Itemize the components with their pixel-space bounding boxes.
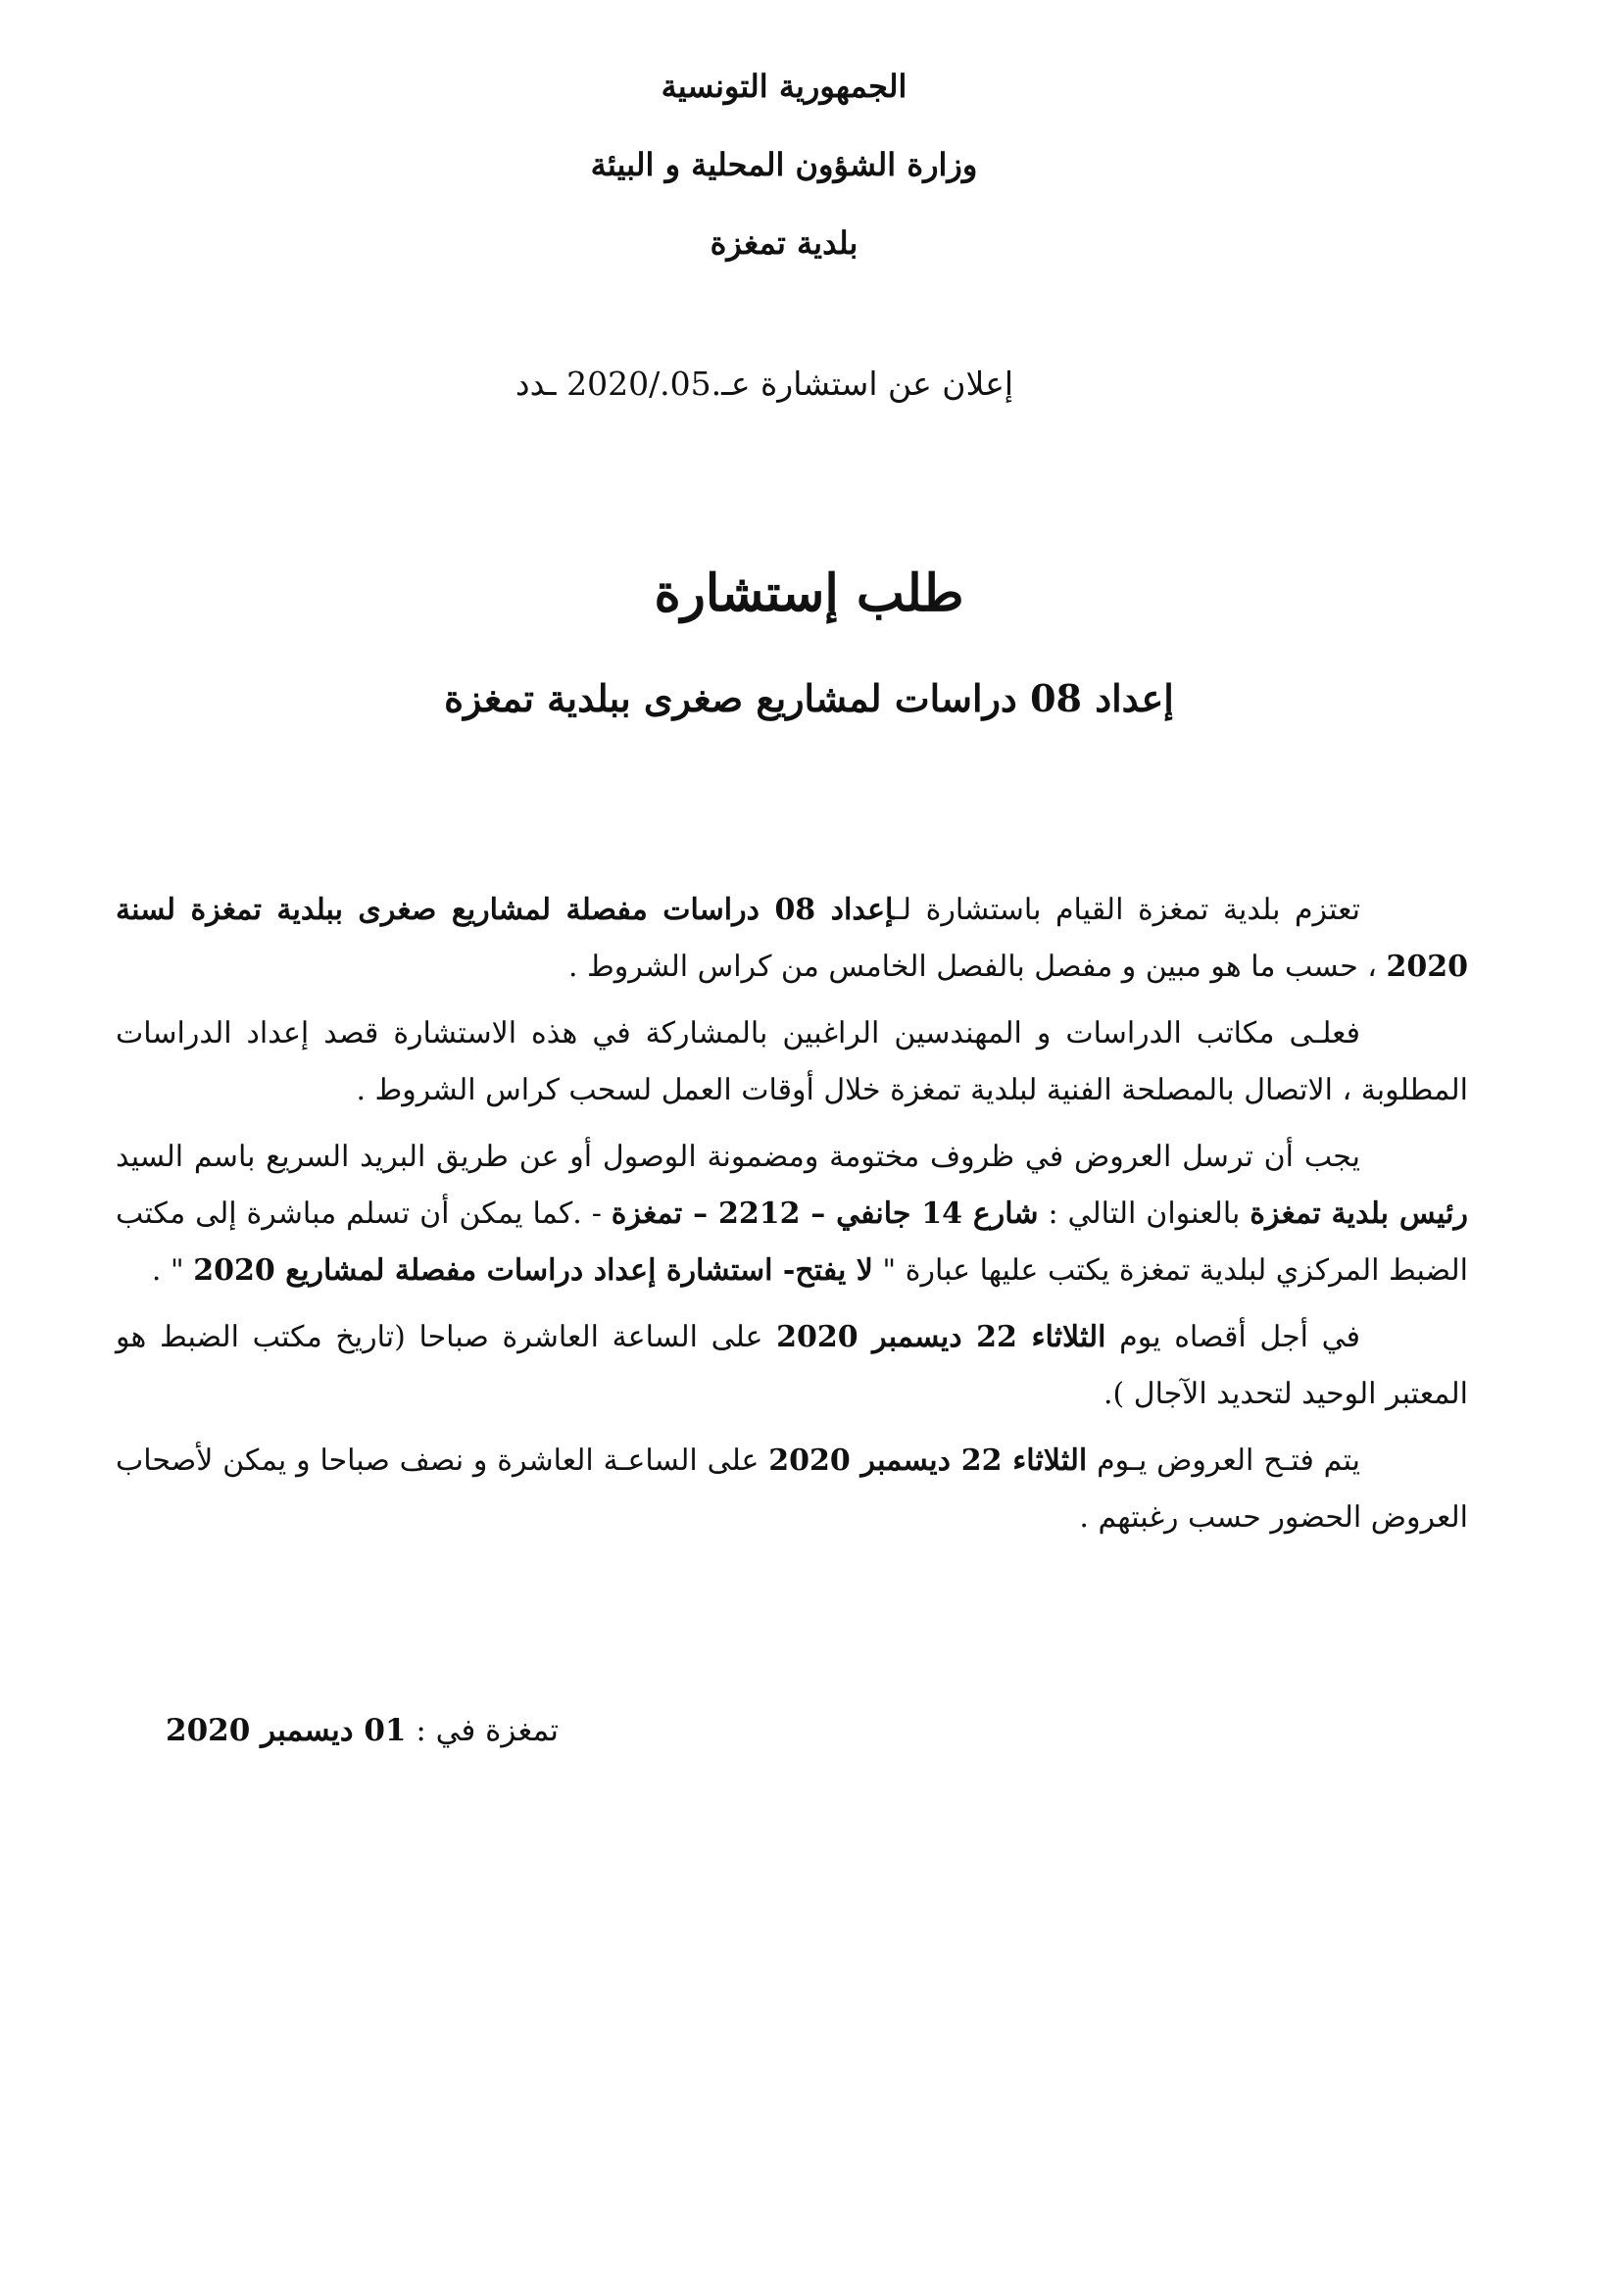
paragraph-eligibility: فعلـى مكاتب الدراسات و المهندسين الراغبين بالمشاركة في هذه الاستشارة قصد إعداد الدراسات المطلوبة ، الاتصال بالمصلحة الفنية لبلدية تمغزة خلال أوقات العمل لسحب كراس الشروط . xyxy=(116,1016,1468,1107)
letterhead-ministry: وزارة الشؤون المحلية و البيئة xyxy=(590,146,978,183)
document-subtitle: إعداد 08 دراسات لمشاريع صغرى ببلدية تمغزة xyxy=(444,676,1174,720)
letterhead-country: الجمهورية التونسية xyxy=(661,68,907,105)
paragraph-deadline xyxy=(116,1309,1468,1423)
document-title: طلب إستشارة xyxy=(654,563,964,623)
signature-date-value: 01 ديسمبر 2020 xyxy=(166,1713,407,1748)
opening-text-c: على الساعـة العاشرة و نصف صباحا و يمكن لأصحاب العروض الحضور حسب رغبتهم . xyxy=(116,1443,1468,1535)
submission-address: شارع 14 جانفي – 2212 – تمغزة xyxy=(611,1197,1039,1231)
paragraph-opening xyxy=(116,1433,1468,1546)
submission-text-c: بالعنوان التالي : xyxy=(1038,1197,1250,1231)
paragraph-intro xyxy=(116,882,1468,996)
submission-recipient: رئيس بلدية تمغزة xyxy=(1250,1197,1469,1231)
document-body xyxy=(116,882,1468,1556)
submission-text-g: " . xyxy=(151,1253,194,1288)
signature-place: تمغزة في : xyxy=(406,1713,559,1748)
submission-text-a: يجب أن ترسل العروض في ظروف مختومة ومضمونة الوصول أو عن طريق البريد السريع باسم السيد xyxy=(116,1140,1360,1174)
paragraph-intro-bold: إعداد 08 دراسات مفصلة لمشاريع صغرى ببلدية تمغزة لسنة 2020 xyxy=(116,893,1468,984)
signature-date xyxy=(147,1713,559,1748)
paragraph-intro-end: ، حسب ما هو مبين و مفصل بالفصل الخامس من كراس الشروط . xyxy=(567,950,1387,984)
letterhead xyxy=(549,47,1019,282)
paragraph-intro-text: تعتزم بلدية تمغزة القيام باستشارة لـ xyxy=(894,893,1360,927)
opening-date: الثلاثاء 22 ديسمبر 2020 xyxy=(768,1443,1088,1478)
paragraph-submission xyxy=(116,1129,1468,1299)
submission-envelope-label: لا يفتح- استشارة إعداد دراسات مفصلة لمشاريع 2020 xyxy=(193,1253,873,1288)
deadline-text-a: في أجل أقصاه يوم xyxy=(1105,1320,1360,1354)
deadline-text-c: على الساعة العاشرة صباحا (تاريخ مكتب الضبط هو المعتبر الوحيد لتحديد الآجال ). xyxy=(116,1320,1468,1411)
deadline-date: الثلاثاء 22 ديسمبر 2020 xyxy=(776,1320,1106,1354)
submission-text-e: - .كما يمكن أن تسلم مباشرة إلى مكتب الضبط المركزي لبلدية تمغزة يكتب عليها عبارة " xyxy=(116,1197,1468,1288)
letterhead-municipality: بلدية تمغزة xyxy=(710,224,858,262)
opening-text-a: يتم فتـح العروض يـوم xyxy=(1087,1443,1360,1478)
announcement-number: إعلان عن استشارة عـ.05./2020 ـدد xyxy=(515,365,1014,403)
